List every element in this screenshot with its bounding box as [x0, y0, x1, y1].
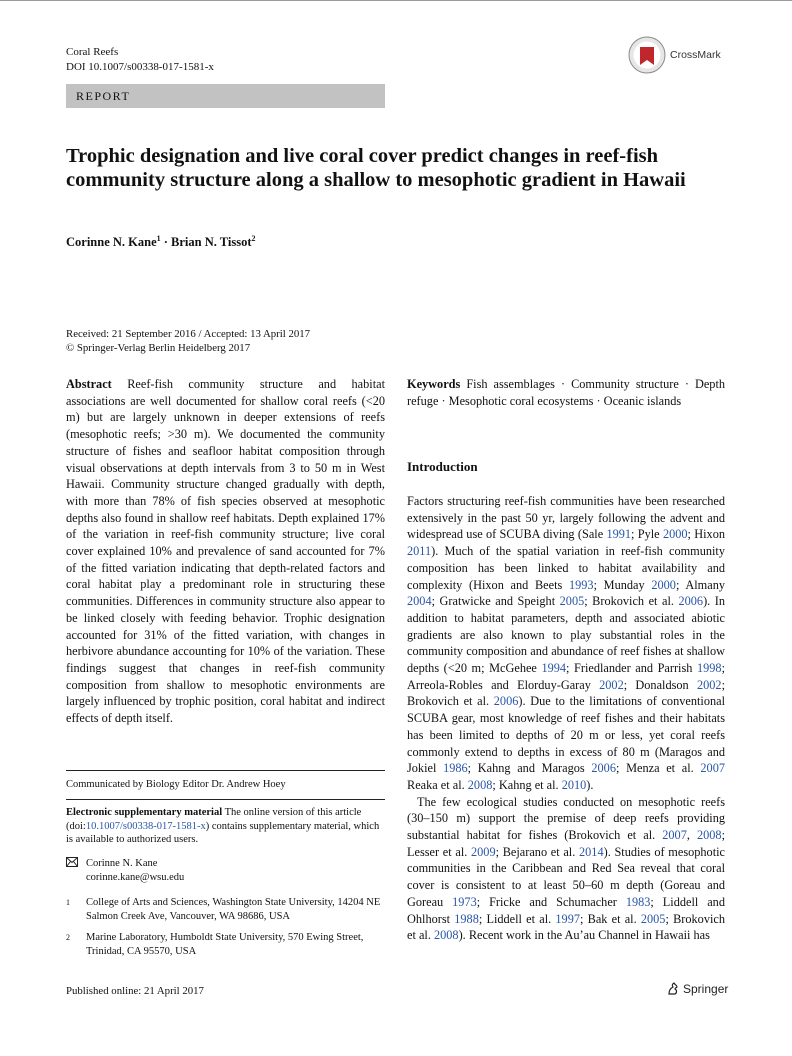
received-accepted: Received: 21 September 2016 / Accepted: 13 April 2017 — [66, 328, 311, 340]
author-affiliation-mark: 1 — [156, 234, 161, 243]
citation-link[interactable]: 2006 — [678, 594, 704, 609]
top-rule — [0, 0, 792, 1]
citation-link[interactable]: 2006 — [493, 694, 519, 709]
paragraph-text: Factors structuring reef-fish communities have been researched extensively in the past 50 yr, largely following the advent and widespread use of SCUBA diving (Sale — [407, 494, 725, 542]
citation-link[interactable]: 2000 — [651, 577, 676, 592]
citation-link[interactable]: 2008 — [467, 777, 493, 792]
citation-link[interactable]: 2007 — [662, 828, 687, 843]
citation-link[interactable]: 1994 — [541, 661, 567, 676]
citation-link[interactable]: 1986 — [443, 761, 468, 776]
envelope-icon — [66, 857, 86, 884]
publisher-name: Springer — [683, 982, 729, 996]
citation-link[interactable]: 2008 — [696, 828, 722, 843]
contact — [66, 857, 385, 884]
citation-link[interactable]: 1993 — [568, 577, 594, 592]
paragraph-text: ; Lesser et al. — [407, 828, 725, 859]
paragraph-text: ; Donaldson — [623, 677, 697, 692]
communicated-by: Communicated by Biology Editor Dr. Andrew Hoey — [66, 779, 286, 790]
paragraph-text: ; Menza et al. — [615, 761, 701, 776]
esm-text-pre: The online version of this article (doi: — [66, 807, 362, 832]
contact-name: Corinne N. Kane — [86, 858, 158, 869]
citation-link[interactable]: 2002 — [696, 677, 722, 692]
citation-link[interactable]: 2008 — [433, 928, 459, 943]
introduction-body — [407, 493, 725, 944]
section-label: REPORT — [66, 84, 385, 108]
paragraph-text: ; Munday — [593, 577, 652, 592]
author-separator: · — [163, 235, 168, 250]
esm-heading: Electronic supplementary material — [66, 807, 223, 818]
citation-link[interactable]: 2005 — [559, 594, 585, 609]
paragraph-text: ). Due to the limitations of conventional SCUBA gear, most knowledge of reef fishes and their habitats has been limited to depths of 20 m or less, yet coral reefs commonly extend to depths in excess of 80 m (Maragos and Jokiel — [407, 694, 725, 776]
paragraph-text: ; Liddell et al. — [478, 911, 556, 926]
paragraph-text: ; Kahng and Maragos — [467, 761, 592, 776]
affiliation — [66, 896, 385, 923]
paragraph-text: ; Pyle — [631, 527, 663, 542]
esm-note — [66, 806, 385, 847]
keywords — [407, 376, 725, 409]
paragraph-text: ). Recent work in the Au’au Channel in Hawaii has — [458, 928, 710, 943]
paragraph-text: ; Friedlander and Parrish — [566, 661, 697, 676]
divider — [66, 770, 385, 771]
citation-link[interactable]: 1988 — [454, 911, 479, 926]
publisher-logo — [666, 982, 728, 996]
paragraph-text: ; Almany — [675, 577, 725, 592]
crossmark-badge[interactable] — [628, 36, 721, 74]
citation-link[interactable]: 2005 — [640, 911, 666, 926]
springer-horse-icon — [666, 982, 680, 996]
paragraph-text: ; Brokovich et al. — [407, 677, 725, 709]
divider — [66, 799, 385, 800]
paragraph-text: Reaka et al. — [407, 777, 468, 792]
abstract-heading: Abstract — [66, 377, 112, 391]
citation-link[interactable]: 2009 — [471, 844, 496, 859]
citation-link[interactable]: 1983 — [625, 894, 651, 909]
author-list — [66, 234, 256, 250]
author-affiliation-mark: 2 — [251, 234, 256, 243]
abstract-text: Reef-fish community structure and habitat associations are well documented for shallow coral reefs (<20 m) but are largely unknown in deeper extensions of reefs (mesophotic reefs; >30 m). We documented the community structure of fishes and seafloor habitat composition through visual observations at depth intervals from 3 to 50 m in West Hawaii. Community structure changed gradually with depth, with more than 78% of fish species observed at mesophotic depths also found in shallow reef habitats. Depth explained 17% of the variation in reef-fish community structure; live coral cover explained 10% and prevalence of sand accounted for 7% of the fitted variation indicating that depth-related factors and coral habitat play a predominant role in structuring these communities. Differences in community structure also appear to be linked closely with feeding behavior. Trophic designation accounted for 31% of the fitted variation, with changes in herbivore abundance accounting for 10% of the variation. These findings suggest that changes in reef-fish community composition from shallow to mesophotic environments are largely influenced by trophic position, coral habitat and indirect effects of depth itself. — [66, 377, 385, 726]
citation-link[interactable]: 1973 — [452, 894, 477, 909]
paragraph-text: ). Studies of mesophotic communities in the Caribbean and Red Sea reveal that coral cover is consistent to at least 50–60 m depth (Goreau and Goreau — [407, 844, 725, 909]
author-name[interactable]: Brian N. Tissot — [171, 235, 252, 250]
paragraph — [407, 794, 725, 944]
esm-text-post: ) contains supplementary material, which is available to authorized users. — [66, 820, 380, 845]
citation-link[interactable]: 2006 — [591, 761, 616, 776]
paragraph — [407, 493, 725, 794]
paragraph-text: ; Kahng et al. — [492, 777, 562, 792]
affiliation-text: Marine Laboratory, Humboldt State University, 570 Ewing Street, Trinidad, CA 95570, USA — [86, 932, 364, 957]
citation-link[interactable]: 1991 — [606, 527, 632, 542]
paragraph-text: ; Bak et al. — [580, 911, 641, 926]
paragraph-text: ). In addition to habitat parameters, depth and associated abiotic gradients are also known to play substantial roles in the community composition and abundance of reef fishes at shallow depths (<20 m; McGehee — [407, 594, 725, 676]
doi[interactable]: DOI 10.1007/s00338-017-1581-x — [66, 61, 214, 73]
crossmark-label: CrossMark — [670, 49, 721, 61]
paragraph-text: ; Arreola-Robles and Elorduy-Garay — [407, 661, 725, 692]
abstract — [66, 376, 385, 727]
author-name[interactable]: Corinne N. Kane — [66, 235, 157, 250]
article-title: Trophic designation and live coral cover predict changes in reef-fish community structure along a shallow to mesophotic gradient in Hawaii — [66, 145, 686, 191]
paragraph-text: ). Much of the spatial variation in reef-fish community composition has been linked to habitat availability and complexity (Hixon and Beets — [407, 544, 725, 592]
contact-email[interactable]: corinne.kane@wsu.edu — [86, 871, 185, 883]
citation-link[interactable]: 2010 — [561, 777, 587, 792]
article-dates — [66, 327, 310, 355]
journal-info — [66, 45, 214, 75]
paragraph-text: ). — [586, 777, 594, 792]
paragraph-text: ; Liddell and Ohlhorst — [407, 894, 725, 926]
citation-link[interactable]: 2011 — [407, 544, 432, 559]
affiliation-number: 1 — [66, 898, 70, 907]
section-heading: Introduction — [407, 459, 478, 474]
paragraph-text: ; Fricke and Schumacher — [476, 894, 626, 909]
paragraph-text: ; Bejarano et al. — [495, 844, 579, 859]
affiliation-number: 2 — [66, 933, 70, 942]
esm-doi-link[interactable]: 10.1007/s00338-017-1581-x — [85, 820, 206, 832]
paragraph-text: ; Brokovich et al. — [584, 594, 679, 609]
crossmark-icon — [628, 36, 666, 74]
paragraph-text: The few ecological studies conducted on mesophotic reefs (30–150 m) support the premise of deep reefs providing substantial habitat for fishes (Brokovich et al. — [407, 794, 725, 843]
citation-link[interactable]: 2000 — [662, 527, 688, 542]
citation-link[interactable]: 2004 — [407, 594, 432, 609]
journal-name: Coral Reefs — [66, 46, 119, 58]
paragraph-text: ; Gratwicke and Speight — [431, 594, 560, 609]
copyright: © Springer-Verlag Berlin Heidelberg 2017 — [66, 342, 251, 354]
citation-link[interactable]: 2002 — [599, 677, 624, 692]
keywords-heading: Keywords — [407, 377, 461, 391]
affiliation-text: College of Arts and Sciences, Washington State University, 14204 NE Salmon Creek Ave, Vancouver, WA 98686, USA — [86, 897, 381, 922]
paragraph-text: ; Hixon — [687, 527, 725, 542]
paragraph-text: ; Brokovich et al. — [407, 911, 725, 943]
affiliation — [66, 931, 385, 958]
keywords-text: Fish assemblages · Community structure · Depth refuge · Mesophotic coral ecosystems · Oceanic islands — [407, 377, 726, 408]
citation-link[interactable]: 2007 — [700, 761, 725, 776]
published-online: Published online: 21 April 2017 — [66, 985, 204, 997]
paragraph-text: , — [686, 828, 697, 843]
citation-link[interactable]: 2014 — [579, 844, 604, 859]
citation-link[interactable]: 1998 — [696, 661, 722, 676]
citation-link[interactable]: 1997 — [555, 911, 580, 926]
